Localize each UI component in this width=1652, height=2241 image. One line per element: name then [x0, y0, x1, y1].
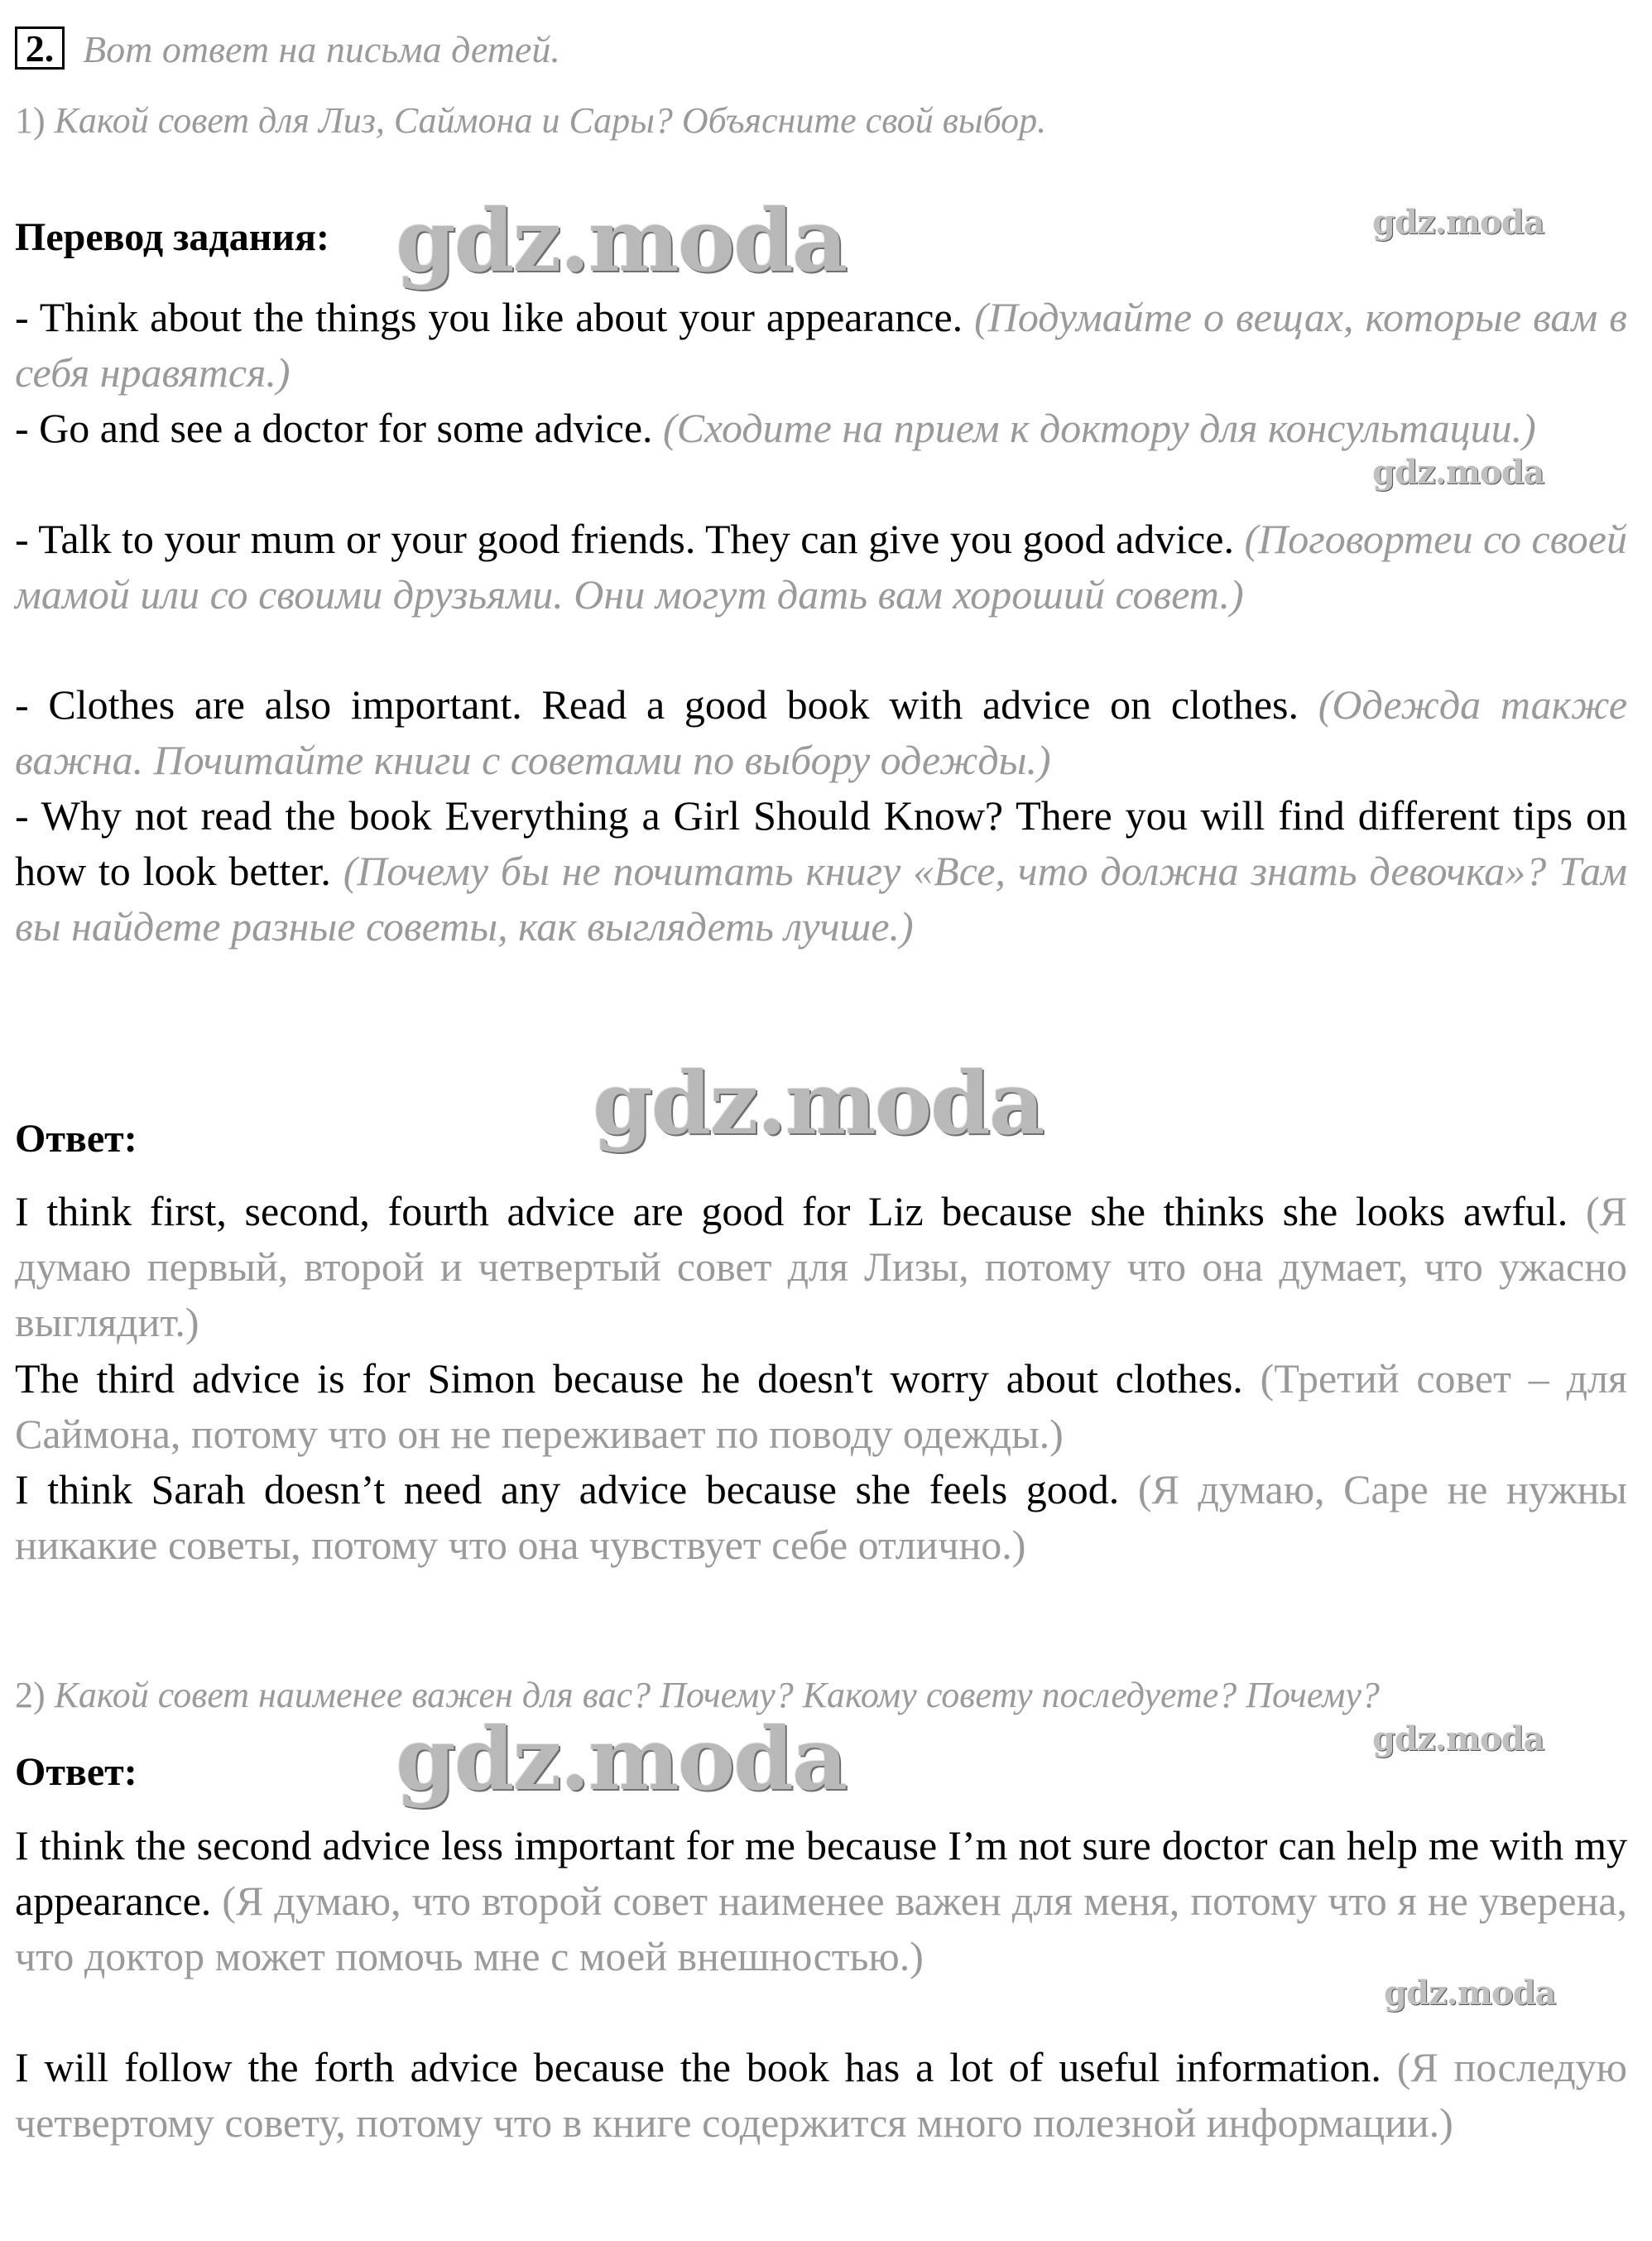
- answer-item: [15, 2040, 1627, 2151]
- translation-item-en: - Clothes are also important. Read a good book with advice on clothes.: [15, 681, 1299, 728]
- watermark-logo: gdz.moda: [1372, 1719, 1544, 1758]
- answer-item: [15, 1462, 1627, 1573]
- answer-item: [15, 1818, 1627, 1984]
- watermark-logo: gdz.moda: [396, 1708, 847, 1810]
- question-2-number: 2): [15, 1675, 46, 1715]
- translation-item-ru: (Почему бы не почитать книгу «Все, что должна знать девочка»? Там вы найдете разные советы, как выглядеть лучше.): [15, 848, 1628, 950]
- task-number: 2.: [15, 26, 65, 70]
- translation-item: [15, 677, 1627, 788]
- question-1-text: Какой совет для Лиз, Саймона и Сары? Объясните свой выбор.: [54, 100, 1047, 141]
- watermark-logo: gdz.moda: [593, 1052, 1044, 1154]
- translation-item-en: - Go and see a doctor for some advice.: [15, 405, 653, 451]
- translation-item-ru: (Сходите на прием к доктору для консультации.): [663, 405, 1536, 451]
- watermark-logo: gdz.moda: [1384, 1974, 1556, 2013]
- answer-item-en: I think first, second, fourth advice are good for Liz because she thinks she looks awful.: [15, 1188, 1568, 1234]
- answer-item-ru: (Третий совет – для Саймона, потому что он не переживает по поводу одежды.): [15, 1355, 1628, 1457]
- task-title: Вот ответ на письма детей.: [83, 28, 560, 70]
- translation-item-en: - Why not read the book Everything a Girl Should Know? There you will find different tips on how to look better.: [15, 792, 1627, 894]
- translation-item-ru: (Подумайте о вещах, которые вам в себя нравятся.): [15, 294, 1627, 396]
- watermark-logo: gdz.moda: [1372, 203, 1544, 242]
- answer-item-en: I think Sarah doesn’t need any advice because she feels good.: [15, 1466, 1120, 1512]
- question-1: [15, 96, 1046, 146]
- question-1-number: 1): [15, 100, 46, 141]
- answer-item-ru: (Я думаю, Саре не нужны никакие советы, потому что она чувствует себе отлично.): [15, 1466, 1627, 1568]
- translation-item-en: - Think about the things you like about your appearance.: [15, 294, 963, 340]
- answer-2-heading: Ответ:: [15, 1750, 137, 1794]
- answer-item-ru: (Я думаю, что второй совет наименее важен для меня, потому что я не уверена, что доктор может помочь мне с моей внешностью.): [15, 1878, 1627, 1979]
- translation-item-ru: (Поговортеи со своей мамой или со своими друзьями. Они могут дать вам хороший совет.): [15, 516, 1627, 618]
- answer-item-en: I will follow the forth advice because the book has a lot of useful information.: [15, 2044, 1381, 2090]
- question-2-text: Какой совет наименее важен для вас? Почему? Какому совету последуете? Почему?: [54, 1675, 1380, 1715]
- translation-heading: Перевод задания:: [15, 215, 329, 259]
- answer-item-ru: (Я думаю первый, второй и четвертый совет для Лизы, потому что она думает, что ужасно выглядит.): [15, 1188, 1628, 1345]
- translation-item: [15, 401, 1627, 456]
- translation-item: [15, 788, 1627, 955]
- answer-item: [15, 1351, 1627, 1462]
- watermark-logo: gdz.moda: [396, 190, 847, 291]
- answer-item-en: The third advice is for Simon because he doesn't worry about clothes.: [15, 1355, 1243, 1402]
- translation-item-ru: (Одежда также важна. Почитайте книги с советами по выбору одежды.): [15, 681, 1628, 783]
- translation-item: [15, 512, 1627, 623]
- answer-item-en: I think the second advice less important for me because I’m not sure doctor can help me with my appearance.: [15, 1822, 1627, 1924]
- answer-item-ru: (Я последую четвертому совету, потому что в книге содержится много полезной информации.): [15, 2044, 1628, 2146]
- watermark-logo: gdz.moda: [1372, 453, 1544, 492]
- translation-item: [15, 290, 1627, 401]
- answer-1-heading: Ответ:: [15, 1117, 137, 1161]
- answer-item: [15, 1184, 1627, 1350]
- translation-item-en: - Talk to your mum or your good friends. They can give you good advice.: [15, 516, 1234, 562]
